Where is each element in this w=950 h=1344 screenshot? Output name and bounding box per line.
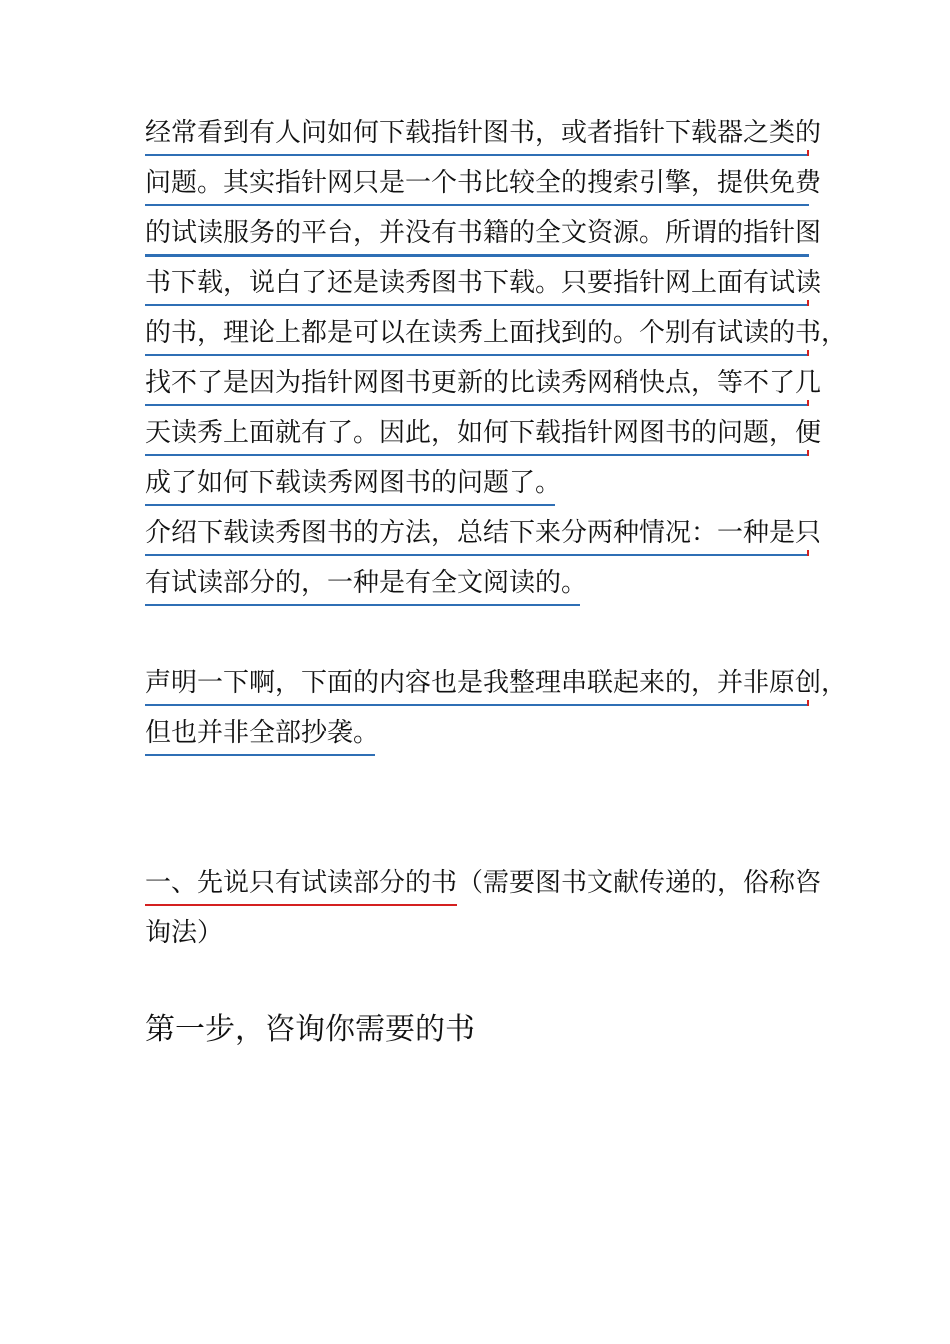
revision-mark	[807, 700, 809, 706]
paragraph-3-line-1-text: 声明一下啊，下面的内容也是我整理串联起来的，并非原创，	[145, 665, 809, 706]
revision-mark	[807, 450, 809, 456]
revision-mark	[807, 550, 809, 556]
step-1-heading: 第一步，咨询你需要的书	[145, 1012, 475, 1047]
paragraph-1-line-5	[145, 315, 848, 351]
paragraph-1-line-4-text: 书下载，说白了还是读秀图书下载。只要指针网上面有试读	[145, 265, 809, 306]
paragraph-2-line-1-text: 介绍下载读秀图书的方法，总结下来分两种情况：一种是只	[145, 515, 809, 556]
revision-mark	[807, 150, 809, 156]
revision-mark	[807, 400, 809, 406]
section-1-title-underlined: 一、先说只有试读部分的书	[145, 865, 457, 906]
section-1-title-line-2-text: 询法）	[145, 918, 224, 948]
paragraph-3-line-2-text: 但也并非全部抄袭。	[145, 715, 375, 756]
section-1-title-line-2	[145, 915, 223, 951]
paragraph-1-line-2	[145, 165, 822, 201]
paragraph-1-line-6	[145, 365, 822, 401]
paragraph-1-line-8	[145, 465, 562, 501]
section-1-title-rest: （需要图书文献传递的，俗称咨	[457, 868, 822, 898]
paragraph-1-line-3	[145, 215, 822, 251]
paragraph-1-line-2-text: 问题。其实指针网只是一个书比较全的搜索引擎，提供免费	[145, 165, 809, 206]
paragraph-1-line-3-text: 的试读服务的平台，并没有书籍的全文资源。所谓的指针图	[145, 215, 809, 257]
paragraph-2-line-1	[145, 515, 822, 551]
revision-mark	[807, 300, 809, 306]
paragraph-1-line-8-text: 成了如何下载读秀网图书的问题了。	[145, 465, 555, 506]
paragraph-1-line-5-text: 的书，理论上都是可以在读秀上面找到的。个别有试读的书，	[145, 315, 809, 356]
paragraph-2-line-2-text: 有试读部分的，一种是有全文阅读的。	[145, 565, 580, 606]
paragraph-2-line-2	[145, 565, 588, 601]
paragraph-1-line-6-text: 找不了是因为指针网图书更新的比读秀网稍快点，等不了几	[145, 365, 809, 406]
paragraph-1-line-7-text: 天读秀上面就有了。因此，如何下载指针网图书的问题，便	[145, 415, 809, 456]
paragraph-1-line-1	[145, 115, 822, 151]
paragraph-1-line-1-text: 经常看到有人问如何下载指针图书，或者指针下载器之类的	[145, 115, 809, 156]
paragraph-3-line-1	[145, 665, 848, 701]
section-1-title-line-1	[145, 865, 821, 901]
revision-mark	[807, 350, 809, 356]
paragraph-1-line-7	[145, 415, 822, 451]
paragraph-3-line-2	[145, 715, 380, 751]
paragraph-1-line-4	[145, 265, 822, 301]
